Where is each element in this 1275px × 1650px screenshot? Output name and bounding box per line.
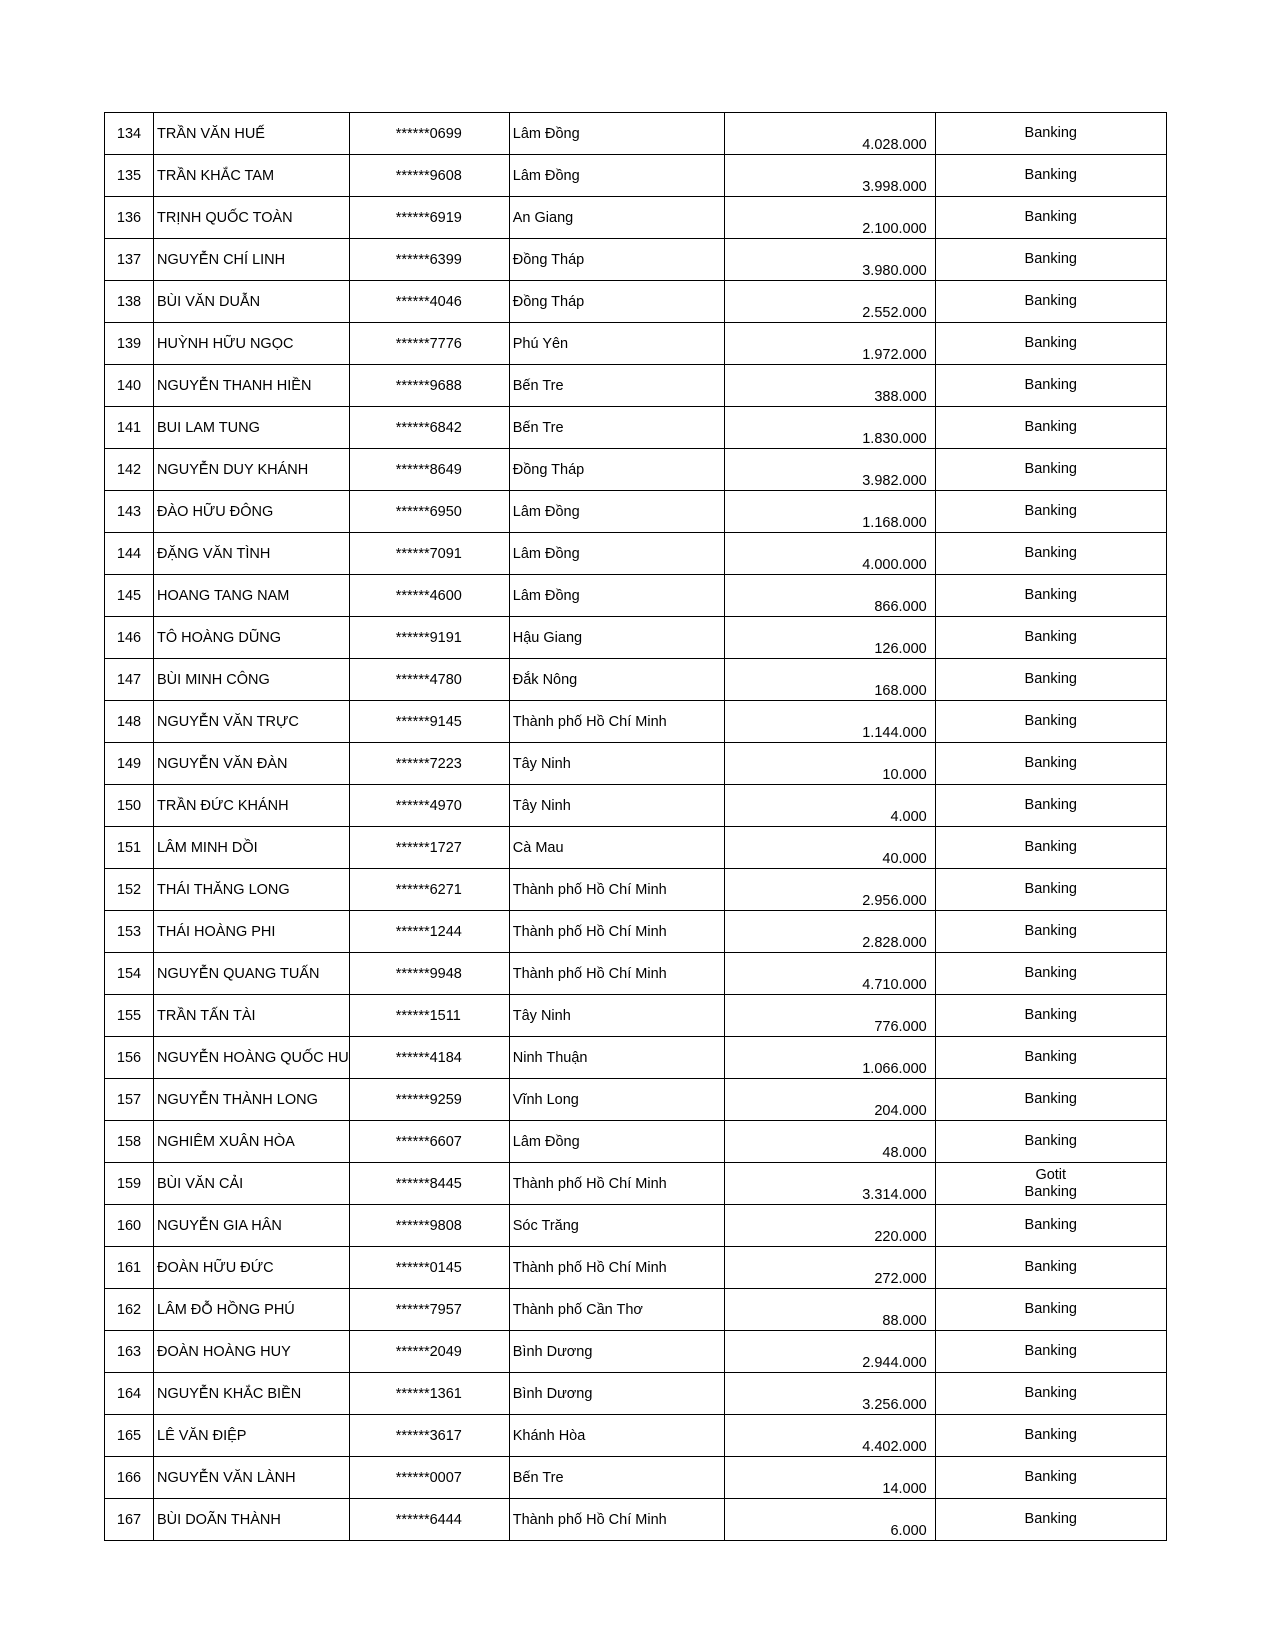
table-row bbox=[105, 1121, 1167, 1163]
masked-id-cell: ******9259 bbox=[349, 1079, 509, 1121]
row-number-cell: 151 bbox=[105, 827, 154, 869]
province-cell: Tây Ninh bbox=[509, 743, 724, 785]
amount-cell: 4.402.000 bbox=[724, 1415, 935, 1457]
recipient-name-cell: LÂM MINH DỒI bbox=[154, 827, 350, 869]
amount-cell: 866.000 bbox=[724, 575, 935, 617]
province-cell: Bến Tre bbox=[509, 407, 724, 449]
payment-method: Banking bbox=[1024, 1007, 1077, 1023]
payment-method: Banking bbox=[1024, 419, 1077, 435]
amount-cell: 1.830.000 bbox=[724, 407, 935, 449]
amount-cell: 126.000 bbox=[724, 617, 935, 659]
payment-method-cell bbox=[935, 155, 1166, 197]
payment-method-cell bbox=[935, 1289, 1166, 1331]
row-number-cell: 138 bbox=[105, 281, 154, 323]
payment-method-cell bbox=[935, 239, 1166, 281]
masked-id-cell: ******4184 bbox=[349, 1037, 509, 1079]
recipient-name-cell: NGUYỄN VĂN LÀNH bbox=[154, 1457, 350, 1499]
row-number-cell: 164 bbox=[105, 1373, 154, 1415]
row-number-cell: 162 bbox=[105, 1289, 154, 1331]
row-number-cell: 148 bbox=[105, 701, 154, 743]
payment-method-cell bbox=[935, 197, 1166, 239]
amount-cell: 48.000 bbox=[724, 1121, 935, 1163]
province-cell: Lâm Đồng bbox=[509, 491, 724, 533]
table-row bbox=[105, 1457, 1167, 1499]
payment-method-cell bbox=[935, 1499, 1166, 1541]
row-number-cell: 142 bbox=[105, 449, 154, 491]
masked-id-cell: ******7957 bbox=[349, 1289, 509, 1331]
payment-method: Banking bbox=[1024, 1133, 1077, 1149]
payment-method: Banking bbox=[1024, 923, 1077, 939]
province-cell: Thành phố Hồ Chí Minh bbox=[509, 911, 724, 953]
recipient-name-cell: BÙI VĂN CẢI bbox=[154, 1163, 350, 1205]
amount-cell: 6.000 bbox=[724, 1499, 935, 1541]
masked-id-cell: ******7776 bbox=[349, 323, 509, 365]
province-cell: Cà Mau bbox=[509, 827, 724, 869]
payment-method-cell bbox=[935, 953, 1166, 995]
table-row bbox=[105, 911, 1167, 953]
payment-method-cell bbox=[935, 1457, 1166, 1499]
payment-method: Banking bbox=[1024, 1427, 1077, 1443]
province-cell: Lâm Đồng bbox=[509, 113, 724, 155]
payment-method: Banking bbox=[1024, 167, 1077, 183]
payment-method: Banking bbox=[1024, 755, 1077, 771]
masked-id-cell: ******0007 bbox=[349, 1457, 509, 1499]
payment-method: Banking bbox=[1024, 671, 1077, 687]
masked-id-cell: ******7223 bbox=[349, 743, 509, 785]
payment-method: Banking bbox=[1024, 125, 1077, 141]
payment-method: Banking bbox=[1024, 839, 1077, 855]
masked-id-cell: ******4600 bbox=[349, 575, 509, 617]
payment-method: Banking bbox=[1024, 629, 1077, 645]
row-number-cell: 146 bbox=[105, 617, 154, 659]
row-number-cell: 161 bbox=[105, 1247, 154, 1289]
table-row bbox=[105, 1205, 1167, 1247]
payment-method-cell bbox=[935, 659, 1166, 701]
payment-method-cell bbox=[935, 575, 1166, 617]
recipient-name-cell: HUỲNH HỮU NGỌC bbox=[154, 323, 350, 365]
table-row bbox=[105, 1079, 1167, 1121]
masked-id-cell: ******9145 bbox=[349, 701, 509, 743]
row-number-cell: 147 bbox=[105, 659, 154, 701]
row-number-cell: 143 bbox=[105, 491, 154, 533]
row-number-cell: 150 bbox=[105, 785, 154, 827]
row-number-cell: 134 bbox=[105, 113, 154, 155]
payment-method-cell bbox=[935, 1373, 1166, 1415]
table-row bbox=[105, 197, 1167, 239]
amount-cell: 1.168.000 bbox=[724, 491, 935, 533]
masked-id-cell: ******2049 bbox=[349, 1331, 509, 1373]
recipient-name-cell: NGUYỄN THÀNH LONG bbox=[154, 1079, 350, 1121]
payment-method: Banking bbox=[1024, 545, 1077, 561]
masked-id-cell: ******0145 bbox=[349, 1247, 509, 1289]
amount-cell: 10.000 bbox=[724, 743, 935, 785]
province-cell: An Giang bbox=[509, 197, 724, 239]
payment-method-cell bbox=[935, 1121, 1166, 1163]
province-cell: Tây Ninh bbox=[509, 995, 724, 1037]
row-number-cell: 157 bbox=[105, 1079, 154, 1121]
recipient-name-cell: ĐOÀN HỮU ĐỨC bbox=[154, 1247, 350, 1289]
row-number-cell: 154 bbox=[105, 953, 154, 995]
province-cell: Đồng Tháp bbox=[509, 281, 724, 323]
table-row bbox=[105, 659, 1167, 701]
masked-id-cell: ******6399 bbox=[349, 239, 509, 281]
payment-method-cell bbox=[935, 911, 1166, 953]
amount-cell: 168.000 bbox=[724, 659, 935, 701]
recipient-name-cell: NGUYỄN KHẮC BIỀN bbox=[154, 1373, 350, 1415]
payment-method-cell bbox=[935, 995, 1166, 1037]
row-number-cell: 144 bbox=[105, 533, 154, 575]
row-number-cell: 139 bbox=[105, 323, 154, 365]
payment-method: Banking bbox=[1024, 1183, 1077, 1200]
table-row bbox=[105, 617, 1167, 659]
table-row bbox=[105, 1499, 1167, 1541]
recipient-name-cell: TRẦN KHẮC TAM bbox=[154, 155, 350, 197]
province-cell: Khánh Hòa bbox=[509, 1415, 724, 1457]
row-number-cell: 141 bbox=[105, 407, 154, 449]
amount-cell: 40.000 bbox=[724, 827, 935, 869]
recipient-name-cell: NGHIÊM XUÂN HÒA bbox=[154, 1121, 350, 1163]
amount-cell: 88.000 bbox=[724, 1289, 935, 1331]
masked-id-cell: ******9808 bbox=[349, 1205, 509, 1247]
table-row bbox=[105, 365, 1167, 407]
masked-id-cell: ******8445 bbox=[349, 1163, 509, 1205]
amount-cell: 3.314.000 bbox=[724, 1163, 935, 1205]
masked-id-cell: ******1244 bbox=[349, 911, 509, 953]
table-row bbox=[105, 281, 1167, 323]
masked-id-cell: ******6950 bbox=[349, 491, 509, 533]
province-cell: Ninh Thuận bbox=[509, 1037, 724, 1079]
table-row bbox=[105, 1415, 1167, 1457]
payment-method-cell bbox=[935, 407, 1166, 449]
payment-method: Banking bbox=[1024, 503, 1077, 519]
province-cell: Đồng Tháp bbox=[509, 449, 724, 491]
amount-cell: 2.100.000 bbox=[724, 197, 935, 239]
row-number-cell: 140 bbox=[105, 365, 154, 407]
amount-cell: 776.000 bbox=[724, 995, 935, 1037]
masked-id-cell: ******3617 bbox=[349, 1415, 509, 1457]
row-number-cell: 167 bbox=[105, 1499, 154, 1541]
row-number-cell: 136 bbox=[105, 197, 154, 239]
amount-cell: 3.256.000 bbox=[724, 1373, 935, 1415]
province-cell: Lâm Đồng bbox=[509, 575, 724, 617]
masked-id-cell: ******1727 bbox=[349, 827, 509, 869]
recipient-name-cell: NGUYỄN DUY KHÁNH bbox=[154, 449, 350, 491]
payment-method: Banking bbox=[1024, 797, 1077, 813]
masked-id-cell: ******6919 bbox=[349, 197, 509, 239]
payment-method-cell bbox=[935, 113, 1166, 155]
recipient-name-cell: BÙI DOÃN THÀNH bbox=[154, 1499, 350, 1541]
province-cell: Vĩnh Long bbox=[509, 1079, 724, 1121]
payment-method-cell bbox=[935, 827, 1166, 869]
table-row bbox=[105, 1037, 1167, 1079]
amount-cell: 272.000 bbox=[724, 1247, 935, 1289]
amount-cell: 3.982.000 bbox=[724, 449, 935, 491]
province-cell: Thành phố Hồ Chí Minh bbox=[509, 701, 724, 743]
payment-method-cell bbox=[935, 785, 1166, 827]
table-row bbox=[105, 1373, 1167, 1415]
province-cell: Đồng Tháp bbox=[509, 239, 724, 281]
recipient-name-cell: TÔ HOÀNG DŨNG bbox=[154, 617, 350, 659]
masked-id-cell: ******0699 bbox=[349, 113, 509, 155]
payment-method-cell bbox=[935, 449, 1166, 491]
table-row bbox=[105, 1331, 1167, 1373]
table-row bbox=[105, 155, 1167, 197]
masked-id-cell: ******6444 bbox=[349, 1499, 509, 1541]
amount-cell: 1.972.000 bbox=[724, 323, 935, 365]
row-number-cell: 163 bbox=[105, 1331, 154, 1373]
amount-cell: 2.828.000 bbox=[724, 911, 935, 953]
payment-method-cell bbox=[935, 869, 1166, 911]
recipient-name-cell: TRẦN TẤN TÀI bbox=[154, 995, 350, 1037]
payment-method-cell bbox=[935, 743, 1166, 785]
recipient-name-cell: NGUYỄN HOÀNG QUỐC HU bbox=[154, 1037, 350, 1079]
masked-id-cell: ******4970 bbox=[349, 785, 509, 827]
masked-id-cell: ******9688 bbox=[349, 365, 509, 407]
payment-method: Banking bbox=[1024, 1217, 1077, 1233]
amount-cell: 3.980.000 bbox=[724, 239, 935, 281]
table-row bbox=[105, 785, 1167, 827]
masked-id-cell: ******6271 bbox=[349, 869, 509, 911]
table-row bbox=[105, 953, 1167, 995]
payment-method-cell bbox=[935, 323, 1166, 365]
table-row bbox=[105, 491, 1167, 533]
province-cell: Thành phố Hồ Chí Minh bbox=[509, 869, 724, 911]
amount-cell: 4.028.000 bbox=[724, 113, 935, 155]
masked-id-cell: ******9191 bbox=[349, 617, 509, 659]
table-row bbox=[105, 575, 1167, 617]
recipient-name-cell: THÁI THĂNG LONG bbox=[154, 869, 350, 911]
province-cell: Đắk Nông bbox=[509, 659, 724, 701]
amount-cell: 1.144.000 bbox=[724, 701, 935, 743]
amount-cell: 204.000 bbox=[724, 1079, 935, 1121]
payment-method: Gotit bbox=[1035, 1166, 1067, 1183]
recipient-name-cell: HOANG TANG NAM bbox=[154, 575, 350, 617]
payment-method: Banking bbox=[1024, 1301, 1077, 1317]
recipient-name-cell: BUI LAM TUNG bbox=[154, 407, 350, 449]
province-cell: Hậu Giang bbox=[509, 617, 724, 659]
province-cell: Thành phố Hồ Chí Minh bbox=[509, 1163, 724, 1205]
recipient-name-cell: LÊ VĂN ĐIỆP bbox=[154, 1415, 350, 1457]
row-number-cell: 165 bbox=[105, 1415, 154, 1457]
payment-method: Banking bbox=[1024, 335, 1077, 351]
table-row bbox=[105, 113, 1167, 155]
payment-method: Banking bbox=[1024, 713, 1077, 729]
payment-method: Banking bbox=[1024, 587, 1077, 603]
row-number-cell: 149 bbox=[105, 743, 154, 785]
payment-method-cell bbox=[935, 1247, 1166, 1289]
recipient-name-cell: ĐẶNG VĂN TÌNH bbox=[154, 533, 350, 575]
payment-method: Banking bbox=[1024, 1049, 1077, 1065]
payment-method-cell bbox=[935, 617, 1166, 659]
payment-method: Banking bbox=[1024, 461, 1077, 477]
masked-id-cell: ******6842 bbox=[349, 407, 509, 449]
masked-id-cell: ******6607 bbox=[349, 1121, 509, 1163]
amount-cell: 2.552.000 bbox=[724, 281, 935, 323]
row-number-cell: 137 bbox=[105, 239, 154, 281]
recipient-name-cell: TRẦN ĐỨC KHÁNH bbox=[154, 785, 350, 827]
table-row bbox=[105, 1247, 1167, 1289]
payment-method-cell bbox=[935, 533, 1166, 575]
table-row bbox=[105, 1163, 1167, 1205]
payment-method: Banking bbox=[1024, 1511, 1077, 1527]
payment-method-cell bbox=[935, 1079, 1166, 1121]
table-body bbox=[105, 113, 1167, 1541]
province-cell: Tây Ninh bbox=[509, 785, 724, 827]
payment-method-cell bbox=[935, 1205, 1166, 1247]
masked-id-cell: ******1361 bbox=[349, 1373, 509, 1415]
masked-id-cell: ******7091 bbox=[349, 533, 509, 575]
province-cell: Lâm Đồng bbox=[509, 1121, 724, 1163]
province-cell: Thành phố Hồ Chí Minh bbox=[509, 1499, 724, 1541]
table-row bbox=[105, 995, 1167, 1037]
amount-cell: 220.000 bbox=[724, 1205, 935, 1247]
row-number-cell: 159 bbox=[105, 1163, 154, 1205]
recipient-name-cell: NGUYỄN QUANG TUẤN bbox=[154, 953, 350, 995]
payment-method-cell bbox=[935, 1331, 1166, 1373]
amount-cell: 4.000.000 bbox=[724, 533, 935, 575]
payment-method: Banking bbox=[1024, 251, 1077, 267]
amount-cell: 3.998.000 bbox=[724, 155, 935, 197]
province-cell: Bến Tre bbox=[509, 1457, 724, 1499]
province-cell: Thành phố Hồ Chí Minh bbox=[509, 1247, 724, 1289]
recipient-name-cell: THÁI HOÀNG PHI bbox=[154, 911, 350, 953]
row-number-cell: 145 bbox=[105, 575, 154, 617]
row-number-cell: 166 bbox=[105, 1457, 154, 1499]
table-row bbox=[105, 323, 1167, 365]
table-row bbox=[105, 407, 1167, 449]
recipient-name-cell: NGUYỄN GIA HÂN bbox=[154, 1205, 350, 1247]
masked-id-cell: ******4780 bbox=[349, 659, 509, 701]
province-cell: Bình Dương bbox=[509, 1331, 724, 1373]
masked-id-cell: ******4046 bbox=[349, 281, 509, 323]
row-number-cell: 135 bbox=[105, 155, 154, 197]
payment-method: Banking bbox=[1024, 293, 1077, 309]
row-number-cell: 152 bbox=[105, 869, 154, 911]
recipient-name-cell: BÙI VĂN DUẪN bbox=[154, 281, 350, 323]
table-row bbox=[105, 869, 1167, 911]
amount-cell: 14.000 bbox=[724, 1457, 935, 1499]
province-cell: Sóc Trăng bbox=[509, 1205, 724, 1247]
payment-method: Banking bbox=[1024, 1469, 1077, 1485]
amount-cell: 1.066.000 bbox=[724, 1037, 935, 1079]
row-number-cell: 155 bbox=[105, 995, 154, 1037]
table-row bbox=[105, 239, 1167, 281]
payment-method-cell bbox=[935, 1415, 1166, 1457]
province-cell: Lâm Đồng bbox=[509, 533, 724, 575]
masked-id-cell: ******1511 bbox=[349, 995, 509, 1037]
payment-method-cell bbox=[935, 491, 1166, 533]
province-cell: Bình Dương bbox=[509, 1373, 724, 1415]
amount-cell: 4.710.000 bbox=[724, 953, 935, 995]
province-cell: Phú Yên bbox=[509, 323, 724, 365]
row-number-cell: 158 bbox=[105, 1121, 154, 1163]
amount-cell: 2.956.000 bbox=[724, 869, 935, 911]
recipient-name-cell: NGUYỄN VĂN ĐÀN bbox=[154, 743, 350, 785]
table-row bbox=[105, 1289, 1167, 1331]
recipient-name-cell: LÂM ĐỖ HỒNG PHÚ bbox=[154, 1289, 350, 1331]
masked-id-cell: ******8649 bbox=[349, 449, 509, 491]
payment-method: Banking bbox=[1024, 1091, 1077, 1107]
recipient-name-cell: NGUYỄN VĂN TRỰC bbox=[154, 701, 350, 743]
payment-method-cell bbox=[935, 1037, 1166, 1079]
row-number-cell: 160 bbox=[105, 1205, 154, 1247]
recipient-name-cell: ĐOÀN HOÀNG HUY bbox=[154, 1331, 350, 1373]
table-row bbox=[105, 533, 1167, 575]
amount-cell: 4.000 bbox=[724, 785, 935, 827]
payment-method-cell bbox=[935, 365, 1166, 407]
recipient-name-cell: NGUYỄN CHÍ LINH bbox=[154, 239, 350, 281]
amount-cell: 388.000 bbox=[724, 365, 935, 407]
masked-id-cell: ******9948 bbox=[349, 953, 509, 995]
payment-method: Banking bbox=[1024, 377, 1077, 393]
row-number-cell: 156 bbox=[105, 1037, 154, 1079]
province-cell: Thành phố Hồ Chí Minh bbox=[509, 953, 724, 995]
payment-method: Banking bbox=[1024, 1343, 1077, 1359]
table-row bbox=[105, 701, 1167, 743]
payment-method-cell bbox=[935, 281, 1166, 323]
payment-method: Banking bbox=[1024, 965, 1077, 981]
province-cell: Bến Tre bbox=[509, 365, 724, 407]
payment-method-cell bbox=[935, 701, 1166, 743]
recipient-name-cell: TRỊNH QUỐC TOÀN bbox=[154, 197, 350, 239]
province-cell: Thành phố Cần Thơ bbox=[509, 1289, 724, 1331]
recipient-name-cell: BÙI MINH CÔNG bbox=[154, 659, 350, 701]
payment-method: Banking bbox=[1024, 881, 1077, 897]
row-number-cell: 153 bbox=[105, 911, 154, 953]
payment-method: Banking bbox=[1024, 209, 1077, 225]
masked-id-cell: ******9608 bbox=[349, 155, 509, 197]
table-row bbox=[105, 449, 1167, 491]
recipient-name-cell: ĐÀO HỮU ĐÔNG bbox=[154, 491, 350, 533]
table-row bbox=[105, 743, 1167, 785]
recipient-name-cell: TRẦN VĂN HUẾ bbox=[154, 113, 350, 155]
province-cell: Lâm Đồng bbox=[509, 155, 724, 197]
recipient-name-cell: NGUYỄN THANH HIỀN bbox=[154, 365, 350, 407]
payment-method: Banking bbox=[1024, 1259, 1077, 1275]
payout-table bbox=[104, 112, 1167, 1541]
table-row bbox=[105, 827, 1167, 869]
amount-cell: 2.944.000 bbox=[724, 1331, 935, 1373]
payment-method-cell bbox=[935, 1163, 1166, 1205]
payment-method: Banking bbox=[1024, 1385, 1077, 1401]
